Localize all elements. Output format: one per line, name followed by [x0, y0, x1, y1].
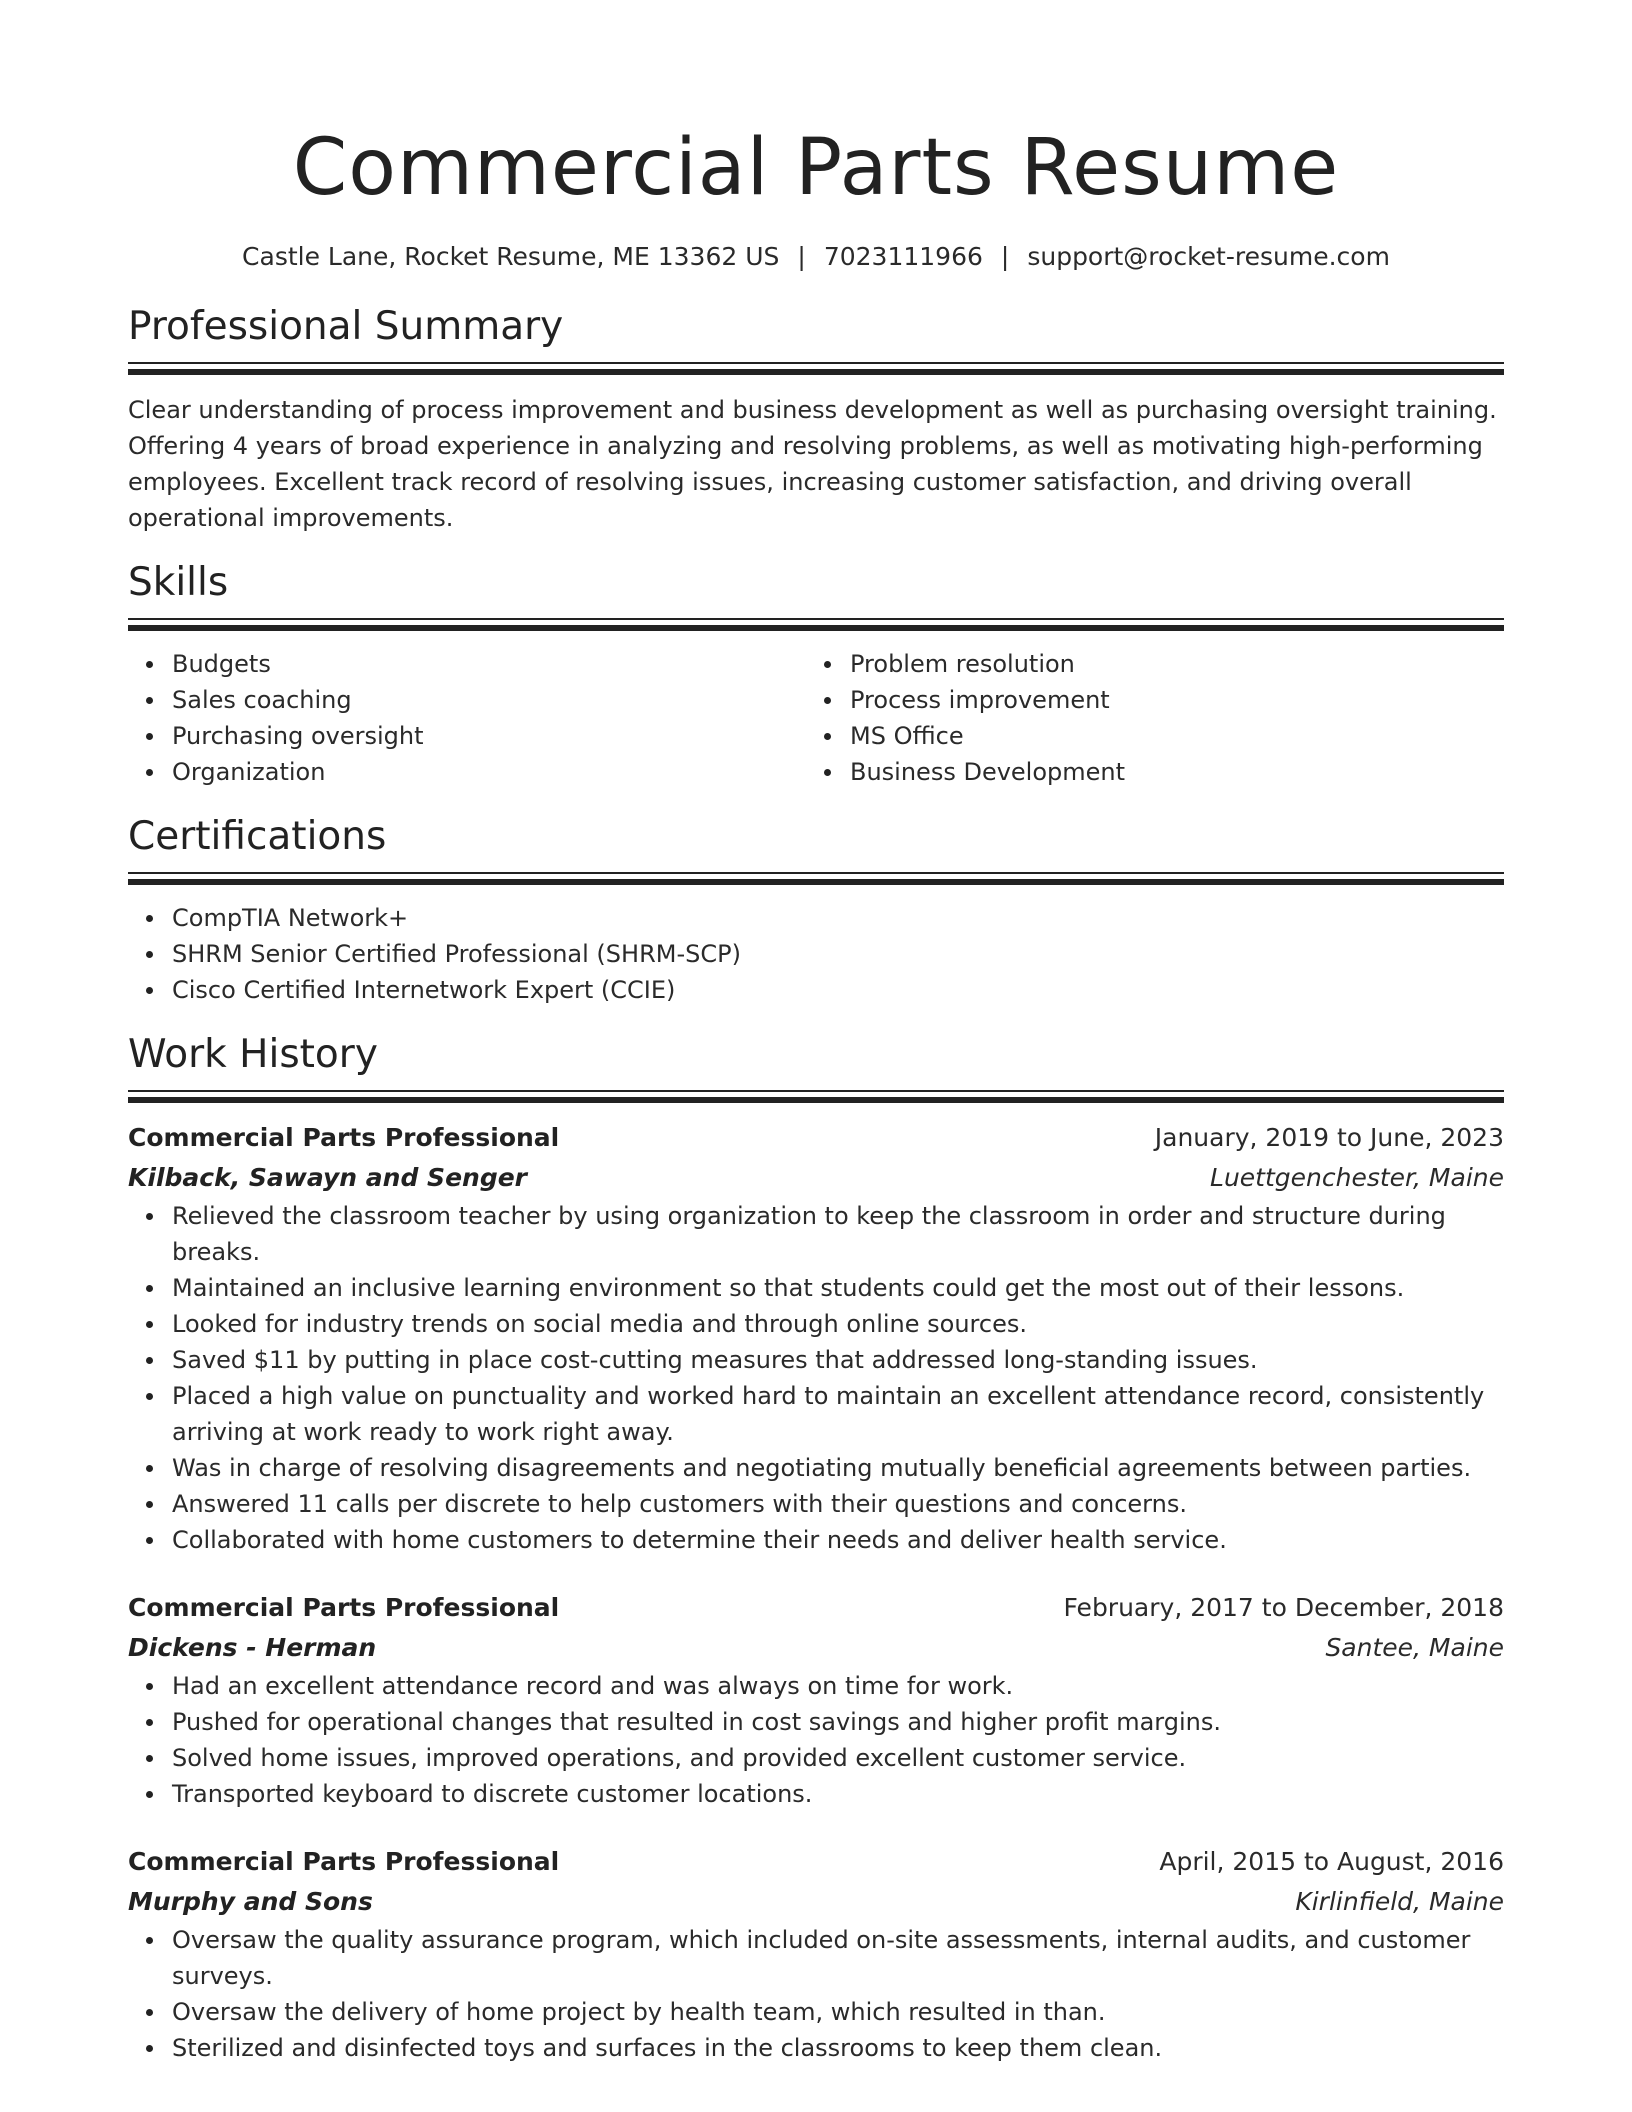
resume-title: Commercial Parts Resume [292, 123, 1340, 213]
job-entry [128, 1118, 1504, 1558]
contact-address: Castle Lane, Rocket Resume, ME 13362 US [242, 242, 780, 271]
skill-item: Problem resolution [850, 646, 1484, 682]
skills-list-left [128, 646, 806, 790]
job-header [128, 1118, 1504, 1158]
section-title-certifications: Certifications [128, 814, 387, 859]
job-bullet: Oversaw the quality assurance program, which included on-site assessments, internal audits, and customer surveys. [172, 1922, 1504, 1994]
job-title: Commercial Parts Professional [128, 1847, 560, 1876]
section-title-work-history: Work History [128, 1032, 378, 1077]
summary-section [128, 302, 1504, 536]
skill-item: MS Office [850, 718, 1484, 754]
job-subheader [128, 1158, 1504, 1198]
job-bullet: Oversaw the delivery of home project by health team, which resulted in than. [172, 1994, 1504, 2030]
work-history-section [128, 1030, 1504, 2066]
job-subheader [128, 1882, 1504, 1922]
job-company: Kilback, Sawayn and Senger [128, 1163, 527, 1192]
certification-item: Cisco Certified Internetwork Expert (CCIE) [172, 972, 1504, 1008]
job-bullet: Answered 11 calls per discrete to help customers with their questions and concerns. [172, 1486, 1504, 1522]
section-divider [128, 618, 1504, 632]
job-bullet: Had an excellent attendance record and was always on time for work. [172, 1668, 1504, 1704]
job-bullets [128, 1668, 1504, 1812]
contact-separator: | [1000, 242, 1010, 271]
job-header [128, 1842, 1504, 1882]
certification-item: CompTIA Network+ [172, 900, 1504, 936]
job-company: Murphy and Sons [128, 1887, 373, 1916]
job-bullet: Collaborated with home customers to determine their needs and deliver health service. [172, 1522, 1504, 1558]
skill-item: Sales coaching [172, 682, 806, 718]
job-company: Dickens - Herman [128, 1633, 377, 1662]
job-bullet: Sterilized and disinfected toys and surfaces in the classrooms to keep them clean. [172, 2030, 1504, 2066]
job-bullet: Solved home issues, improved operations, and provided excellent customer service. [172, 1740, 1504, 1776]
section-divider [128, 362, 1504, 376]
certifications-section [128, 812, 1504, 1008]
certifications-list [128, 900, 1504, 1008]
job-location: Kirlinfield, Maine [1295, 1887, 1504, 1916]
job-title: Commercial Parts Professional [128, 1123, 560, 1152]
job-dates: April, 2015 to August, 2016 [1159, 1847, 1504, 1876]
contact-phone: 7023111966 [823, 242, 983, 271]
job-header [128, 1588, 1504, 1628]
skill-item: Process improvement [850, 682, 1484, 718]
section-title-summary: Professional Summary [128, 304, 564, 349]
job-bullet: Placed a high value on punctuality and worked hard to maintain an excellent attendance record, consistently arriving at work ready to work right away. [172, 1378, 1504, 1450]
section-divider [128, 872, 1504, 886]
section-title-skills: Skills [128, 560, 229, 605]
skill-item: Organization [172, 754, 806, 790]
skills-list-right [806, 646, 1484, 790]
contact-email: support@rocket-resume.com [1027, 242, 1390, 271]
skill-item: Business Development [850, 754, 1484, 790]
skills-column-right [806, 646, 1484, 790]
job-bullet: Pushed for operational changes that resulted in cost savings and higher profit margins. [172, 1704, 1504, 1740]
job-dates: January, 2019 to June, 2023 [1154, 1123, 1504, 1152]
job-location: Santee, Maine [1325, 1633, 1504, 1662]
contact-line [128, 240, 1504, 274]
job-bullets [128, 1198, 1504, 1558]
job-bullet: Was in charge of resolving disagreements and negotiating mutually beneficial agreements between parties. [172, 1450, 1504, 1486]
job-bullet: Looked for industry trends on social media and through online sources. [172, 1306, 1504, 1342]
summary-text: Clear understanding of process improvement and business development as well as purchasing oversight training. Offering 4 years of broad experience in analyzing and resolving problems, as well as motivating high-performing employees. Excellent track record of resolving issues, increasing customer satisfaction, and driving overall operational improvements. [128, 396, 1497, 532]
skill-item: Budgets [172, 646, 806, 682]
section-divider [128, 1090, 1504, 1104]
resume-page [128, 0, 1504, 2066]
job-bullet: Maintained an inclusive learning environment so that students could get the most out of their lessons. [172, 1270, 1504, 1306]
job-entry [128, 1842, 1504, 2066]
contact-separator: | [797, 242, 806, 271]
job-bullet: Relieved the classroom teacher by using organization to keep the classroom in order and structure during breaks. [172, 1198, 1504, 1270]
job-title: Commercial Parts Professional [128, 1593, 560, 1622]
skill-item: Purchasing oversight [172, 718, 806, 754]
job-entry [128, 1588, 1504, 1812]
job-subheader [128, 1628, 1504, 1668]
job-dates: February, 2017 to December, 2018 [1063, 1593, 1504, 1622]
job-location: Luettgenchester, Maine [1210, 1163, 1504, 1192]
job-bullets [128, 1922, 1504, 2066]
certification-item: SHRM Senior Certified Professional (SHRM-SCP) [172, 936, 1504, 972]
skills-grid [128, 646, 1504, 790]
skills-section [128, 558, 1504, 790]
job-bullet: Saved $11 by putting in place cost-cutting measures that addressed long-standing issues. [172, 1342, 1504, 1378]
skills-column-left [128, 646, 806, 790]
job-bullet: Transported keyboard to discrete customer locations. [172, 1776, 1504, 1812]
